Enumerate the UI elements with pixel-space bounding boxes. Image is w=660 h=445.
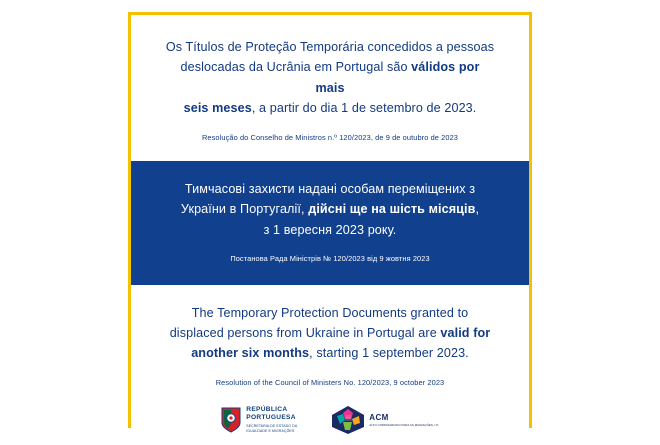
- uk-line-2-bold: дійсні ще на шість місяців: [308, 202, 476, 217]
- republica-portuguesa-logo: [221, 406, 297, 434]
- pt-line-2-pre: deslocadas da Ucrânia em Portugal são: [180, 60, 412, 75]
- acm-title: ACM: [369, 412, 389, 422]
- en-line-2-pre: displaced persons from Ukraine in Portugal are: [169, 325, 441, 340]
- pt-line-1: Os Títulos de Proteção Temporária concedidos a pessoas: [165, 40, 495, 54]
- en-line-3-post: , starting 1 september 2023.: [309, 346, 469, 361]
- portugal-shield-icon: [221, 407, 241, 433]
- en-line-3-bold: another six months: [191, 346, 310, 361]
- pt-line-2-bold: válidos por mais: [315, 60, 480, 95]
- acm-subtitle: ALTO COMISSARIADO PARA AS MIGRAÇÕES, I.P.: [369, 422, 439, 427]
- pt-line-3-post: , a partir do dia 1 de setembro de 2023.: [251, 101, 477, 116]
- acm-mark-icon: [331, 405, 365, 435]
- panel-portuguese: [131, 15, 529, 161]
- reference-portuguese: Resolução do Conselho de Ministros n.º 120/2023, de 9 de outubro de 2023: [201, 132, 459, 142]
- panel-ukrainian: [131, 161, 529, 285]
- rp-subtitle-line-2: IGUALDADE E MIGRAÇÕES: [246, 428, 295, 433]
- headline-portuguese: [165, 37, 495, 119]
- panel-english: [131, 285, 529, 445]
- reference-ukrainian: Постанова Рада Міністрів № 120/2023 від 9 жовтня 2023: [230, 254, 430, 264]
- republica-portuguesa-text: [246, 406, 297, 434]
- uk-line-3: з 1 вересня 2023 року.: [263, 222, 397, 237]
- reference-english: Resolution of the Council of Ministers No. 120/2023, 9 october 2023: [215, 377, 445, 387]
- headline-english: [165, 303, 495, 364]
- acm-logo: [331, 405, 438, 435]
- uk-line-1: Тимчасові захисти надані особам переміщених з: [184, 181, 476, 196]
- uk-line-2-pre: України в Португалії,: [180, 202, 309, 217]
- rp-subtitle-line-1: SECRETARIA DE ESTADO DA: [246, 424, 298, 429]
- acm-text: [369, 413, 438, 427]
- rp-title-line-1: REPÚBLICA: [246, 405, 288, 413]
- pt-line-3-bold: seis meses: [183, 101, 252, 116]
- headline-ukrainian: [170, 179, 490, 240]
- uk-line-2-post: ,: [475, 202, 480, 217]
- en-line-2-bold: valid for: [440, 325, 491, 340]
- logo-row: [155, 405, 505, 435]
- poster-card: [128, 12, 532, 433]
- en-line-1: The Temporary Protection Documents granted to: [191, 305, 469, 320]
- rp-title-line-2: PORTUGUESA: [246, 414, 296, 422]
